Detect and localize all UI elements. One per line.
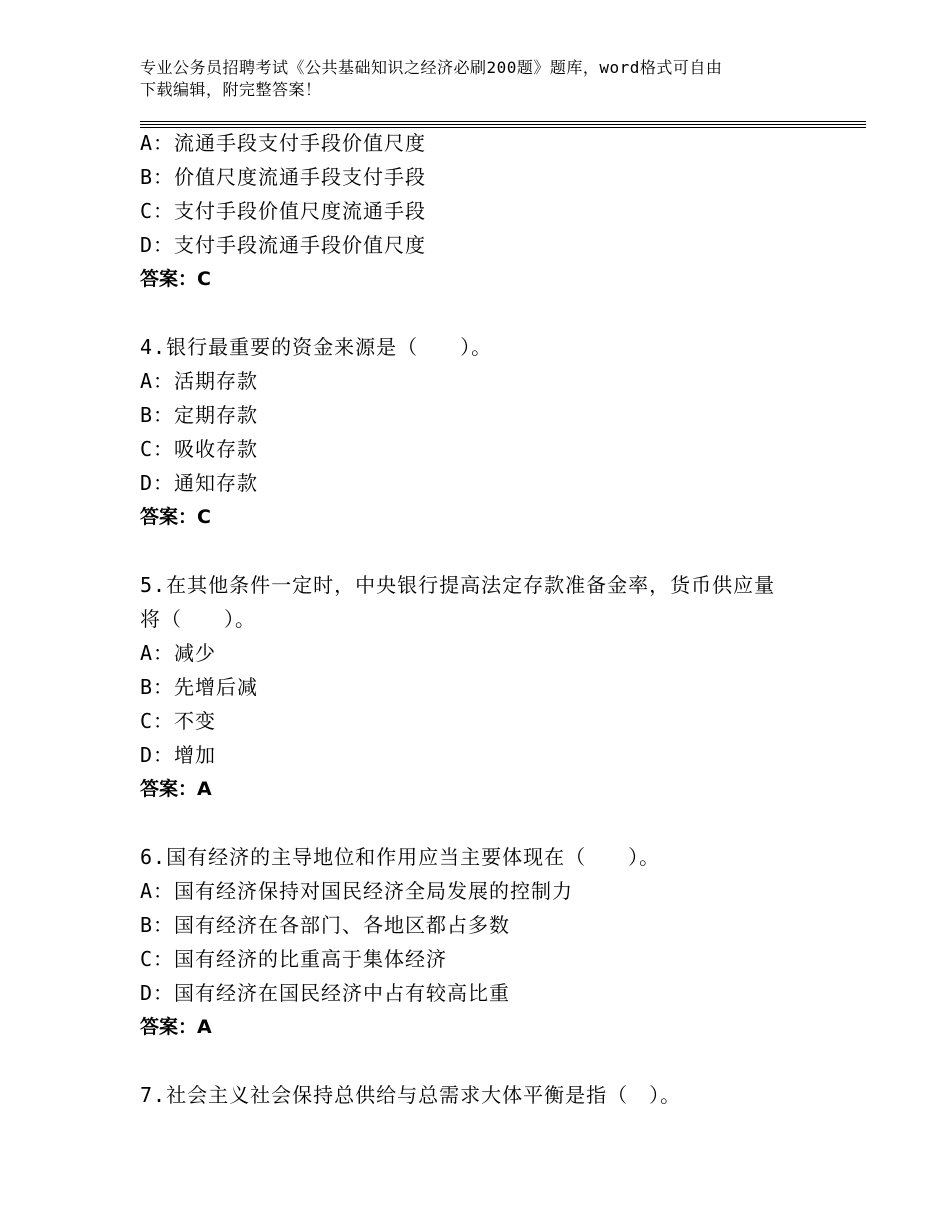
option-d: D：通知存款 xyxy=(140,471,259,495)
option-a: A：活期存款 xyxy=(140,369,259,393)
answer-label: 答案：C xyxy=(140,268,211,290)
spacer xyxy=(140,534,820,568)
question-7 xyxy=(140,1078,820,1112)
option-d: D：国有经济在国民经济中占有较高比重 xyxy=(140,981,511,1005)
option-b: B：国有经济在各部门、各地区都占多数 xyxy=(140,913,511,937)
question-5 xyxy=(140,568,820,806)
option-b: B：先增后减 xyxy=(140,675,259,699)
option-b: B：定期存款 xyxy=(140,403,259,427)
question-text: 4.银行最重要的资金来源是（ ）。 xyxy=(140,335,493,359)
question-text: 7.社会主义社会保持总供给与总需求大体平衡是指（ ）。 xyxy=(140,1083,682,1107)
option-d: D：支付手段流通手段价值尺度 xyxy=(140,233,427,257)
option-b: B：价值尺度流通手段支付手段 xyxy=(140,165,427,189)
header-rule-1 xyxy=(140,121,866,122)
answer-label: 答案：A xyxy=(140,1016,212,1038)
header-line-1: 专业公务员招聘考试《公共基础知识之经济必刷200题》题库，word格式可自由 xyxy=(140,58,723,77)
option-c: C：吸收存款 xyxy=(140,437,259,461)
question-4 xyxy=(140,330,820,534)
answer-label: 答案：A xyxy=(140,778,212,800)
question-text-line-2: 将（ ）。 xyxy=(140,607,256,631)
question-content xyxy=(140,126,820,1112)
option-a: A：减少 xyxy=(140,641,217,665)
question-6 xyxy=(140,840,820,1044)
document-header xyxy=(140,57,820,101)
question-text-line-1: 5.在其他条件一定时，中央银行提高法定存款准备金率，货币供应量 xyxy=(140,573,776,597)
answer-label: 答案：C xyxy=(140,506,211,528)
spacer xyxy=(140,806,820,840)
option-c: C：支付手段价值尺度流通手段 xyxy=(140,199,427,223)
header-rule-2 xyxy=(140,124,866,125)
option-a: A：国有经济保持对国民经济全局发展的控制力 xyxy=(140,879,574,903)
option-a: A：流通手段支付手段价值尺度 xyxy=(140,131,427,155)
spacer xyxy=(140,296,820,330)
option-c: C：不变 xyxy=(140,709,217,733)
question-3-continued xyxy=(140,126,820,296)
spacer xyxy=(140,1044,820,1078)
option-c: C：国有经济的比重高于集体经济 xyxy=(140,947,448,971)
option-d: D：增加 xyxy=(140,743,217,767)
header-line-2: 下载编辑，附完整答案！ xyxy=(140,80,322,99)
question-text: 6.国有经济的主导地位和作用应当主要体现在（ ）。 xyxy=(140,845,661,869)
